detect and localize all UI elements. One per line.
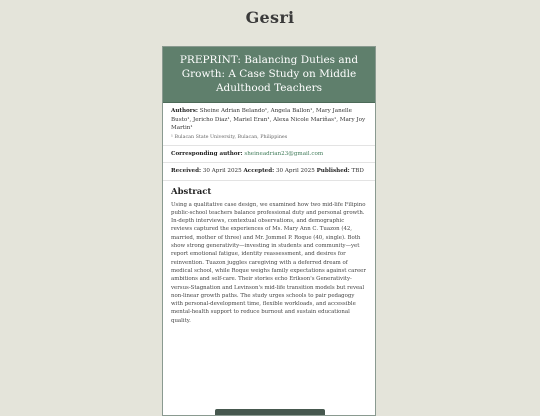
paper-title: PREPRINT: Balancing Duties and Growth: A Case Study on Middle Adulthood Teachers: [163, 47, 375, 103]
authors-label: Authors:: [171, 108, 198, 114]
affiliation: ¹ Bulacan State University, Bulacan, Philippines: [171, 134, 288, 140]
accepted-date: 30 April 2025: [275, 168, 315, 175]
corresponding-label: Corresponding author:: [171, 150, 243, 157]
authors-section: [163, 103, 375, 146]
download-button[interactable]: [215, 409, 325, 415]
authors-line: [171, 107, 367, 133]
dates-section: [163, 163, 375, 181]
authors-list: Sheine Adrian Belando¹, Angela Ballon¹, Mary Janelle Busto¹, Jericho Diaz¹, Mariel Eran¹, Alexa Nicole Mariñas¹, Mary Joy Martin¹: [171, 108, 366, 132]
abstract-heading: Abstract: [171, 186, 212, 197]
published-value: TBD: [351, 168, 364, 175]
corresponding-section: [163, 146, 375, 164]
paper-card: [162, 46, 376, 416]
accepted-label: Accepted:: [243, 168, 275, 175]
received-date: 30 April 2025: [202, 168, 242, 175]
abstract-text: Using a qualitative case design, we examined how two mid-life Filipino public-school teachers balance professional duty and personal growth. In-depth interviews, contextual observations, and demographic reviews captured the experiences of Ms. Mary Ann C. Tuazon (42, married, mother of three) and Mr. Jommel P. Roque (40, single). Both show strong generativity—investing in students and community—yet report emotional fatigue, identity reassessment, and desires for reinvention. Tuazon juggles caregiving with a deferred dream of medical school, while Roque weighs family expectations against career ambitions and self-care. Their stories echo Erikson's Generativity-versus-Stagnation and Levinson's mid-life transition models but reveal non-linear growth paths. The study urges schools to pair pedagogy with personal-development time, flexible workloads, and accessible mental-health support to reduce burnout and sustain educational quality.: [171, 201, 366, 324]
abstract-section: [163, 181, 375, 329]
published-label: Published:: [316, 168, 350, 175]
site-title: Gesri: [245, 8, 295, 27]
received-label: Received:: [171, 168, 202, 175]
corresponding-email-link[interactable]: sheineadrian23@gmail.com: [244, 150, 324, 157]
